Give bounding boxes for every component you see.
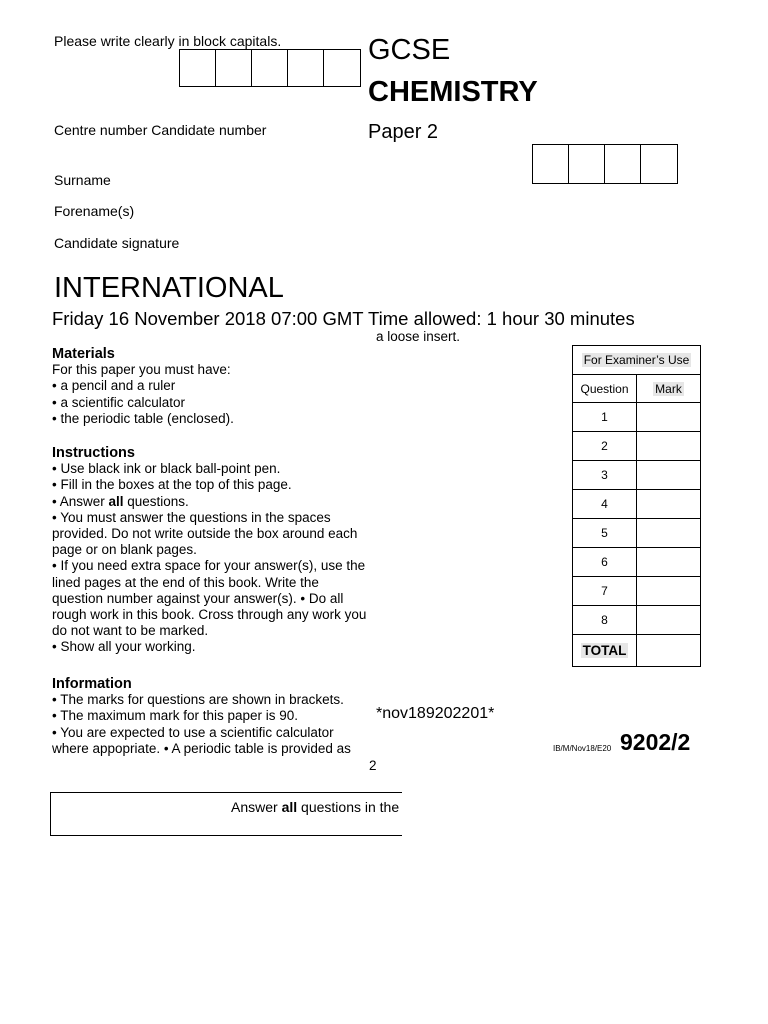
question-number: 4 — [573, 490, 637, 519]
reference-code: IB/M/Nov18/E20 — [553, 744, 612, 753]
answer-emphasis: all — [281, 799, 298, 815]
gcse-title: GCSE — [368, 34, 451, 66]
instructions-text: questions. — [123, 493, 189, 509]
loose-insert-note: a loose insert. — [376, 329, 461, 344]
centre-number-box[interactable] — [288, 50, 324, 86]
mark-column-header: Mark — [637, 375, 701, 403]
exam-date-time: Friday 16 November 2018 07:00 GMT Time allowed: 1 hour 30 minutes — [52, 308, 635, 329]
question-number: 7 — [573, 577, 637, 606]
centre-candidate-label: Centre number Candidate number — [54, 122, 267, 138]
centre-number-box[interactable] — [324, 50, 360, 86]
materials-line: • the periodic table (enclosed). — [52, 410, 234, 426]
question-column-header: Question — [573, 375, 637, 403]
candidate-number-box[interactable] — [533, 145, 569, 183]
centre-number-box[interactable] — [252, 50, 288, 86]
mark-cell[interactable] — [637, 461, 701, 490]
page-number: 2 — [369, 758, 377, 773]
examiner-table-title: For Examiner’s Use — [573, 346, 701, 375]
information-line: • The maximum mark for this paper is 90. — [52, 708, 299, 724]
candidate-number-box[interactable] — [605, 145, 641, 183]
mark-cell[interactable] — [637, 548, 701, 577]
centre-number-box[interactable] — [180, 50, 216, 86]
block-capitals-instruction: Please write clearly in block capitals. — [54, 33, 282, 49]
instructions-line — [52, 494, 367, 510]
answer-text: questions in the — [297, 799, 400, 815]
paper-title: Paper 2 — [368, 121, 439, 143]
subject-title: CHEMISTRY — [368, 76, 538, 108]
total-label: TOTAL — [573, 635, 637, 667]
signature-label: Candidate signature — [54, 235, 180, 251]
instructions-line: • Use black ink or black ball-point pen. — [52, 461, 281, 477]
question-number: 3 — [573, 461, 637, 490]
instructions-line: • Fill in the boxes at the top of this page. — [52, 477, 292, 493]
instructions-heading: Instructions — [52, 445, 135, 461]
centre-number-boxes[interactable] — [179, 49, 361, 87]
candidate-number-boxes[interactable] — [532, 144, 678, 184]
mark-cell[interactable] — [637, 490, 701, 519]
answer-text: Answer — [231, 799, 282, 815]
materials-section — [52, 346, 367, 427]
information-line: • You are expected to use a scientific calculator where appopriate. • A periodic table is provided as — [52, 724, 351, 756]
materials-line: For this paper you must have: — [52, 362, 231, 378]
question-number: 1 — [573, 403, 637, 432]
mark-cell[interactable] — [637, 432, 701, 461]
information-line: • The marks for questions are shown in brackets. — [52, 692, 344, 708]
information-heading: Information — [52, 676, 132, 692]
question-number: 8 — [573, 606, 637, 635]
examiner-use-table — [572, 345, 701, 667]
mark-cell[interactable] — [637, 577, 701, 606]
mark-cell[interactable] — [637, 606, 701, 635]
materials-line: • a pencil and a ruler — [52, 378, 176, 394]
information-section — [52, 676, 367, 757]
instructions-line: • You must answer the questions in the spaces provided. Do not write outside the box around each page or on blank pages. — [52, 509, 358, 558]
total-mark-cell[interactable] — [637, 635, 701, 667]
international-title: INTERNATIONAL — [54, 272, 284, 304]
surname-label: Surname — [54, 172, 111, 188]
barcode-text: *nov189202201* — [376, 705, 495, 722]
instructions-emphasis: all — [108, 493, 124, 509]
materials-line: • a scientific calculator — [52, 394, 186, 410]
answer-all-instruction — [231, 799, 399, 815]
question-number: 2 — [573, 432, 637, 461]
forenames-label: Forename(s) — [54, 203, 135, 219]
mark-cell[interactable] — [637, 403, 701, 432]
materials-heading: Materials — [52, 346, 115, 362]
candidate-number-box[interactable] — [569, 145, 605, 183]
instructions-line: • Show all your working. — [52, 639, 196, 655]
paper-code: 9202/2 — [620, 729, 691, 755]
question-number: 5 — [573, 519, 637, 548]
instructions-section — [52, 445, 367, 656]
candidate-number-box[interactable] — [641, 145, 677, 183]
centre-number-box[interactable] — [216, 50, 252, 86]
mark-cell[interactable] — [637, 519, 701, 548]
instructions-line: • If you need extra space for your answer(s), use the lined pages at the end of this book. Write the question number against your answer(s). • Do all rough work in this book. Cross through any work you do not want to be marked. — [52, 558, 367, 639]
instructions-text: • Answer — [52, 493, 109, 509]
question-number: 6 — [573, 548, 637, 577]
